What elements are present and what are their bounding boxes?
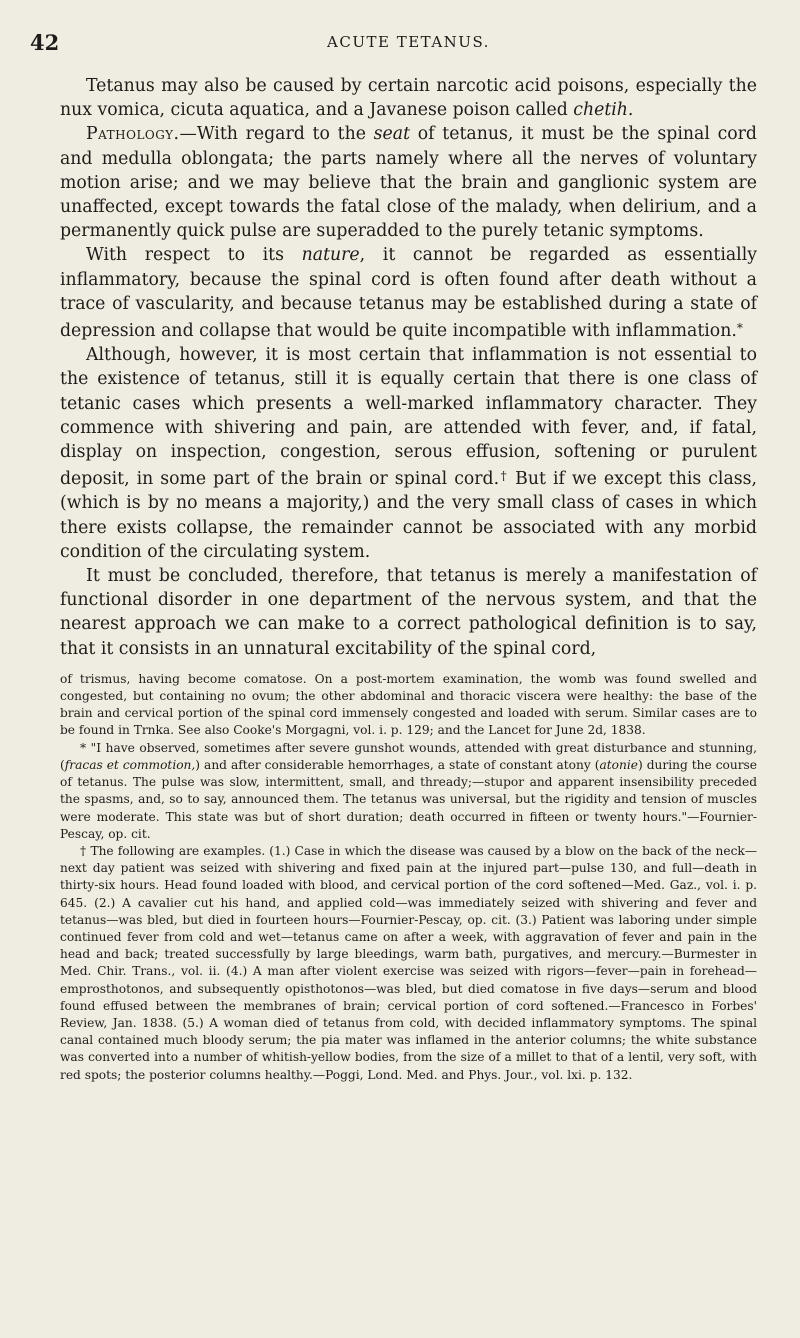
footnote-mark-dagger: †	[80, 843, 87, 858]
paragraph-pathology: Pathology.—With regard to the seat of tetanus, it must be the spinal cord and medulla oblongata; the parts namely where all the nerves of voluntary motion arise; and we may believe that the brain and ganglionic system are unaffected, except towards the fatal close of the malady, when delirium, and a permanently quick pulse are superadded to the purely tetanic symptoms.	[60, 124, 757, 242]
section-label-pathology: Pathology.	[86, 124, 180, 145]
emphasis-chetih: chetih.	[573, 100, 634, 121]
emphasis-nature: nature	[301, 245, 360, 266]
book-page	[30, 30, 758, 1084]
running-title: ACUTE TETANUS.	[327, 33, 490, 51]
footnotes	[60, 671, 757, 1084]
paragraph-conclusion: It must be concluded, therefore, that tetanus is merely a manifestation of functional disorder in one department of the nervous system, and that the nearest approach we can make to a correct pathological definition is to say, that it consists in an unnatural excitability of the spinal cord,	[60, 566, 757, 659]
body-text	[60, 74, 757, 661]
footnote-ref-dagger[interactable]: †	[499, 469, 509, 484]
paragraph-inflammatory-class: Although, however, it is most certain that inflammation is not essential to the existence of tetanus, still it is equally certain that there is one class of tetanic cases which presents a well-marked inflammatory character. They commence with shivering and pain, are attended with fever, and, if fatal, display on inspection, congestion, serous effusion, softening or purulent deposit, in some part of the brain or spinal cord.† But if we except this class, (which is by no means a majority,) and the very small class of cases in which there exists collapse, the remainder cannot be associated with any morbid condition of the circulating system.	[60, 345, 757, 562]
footnote-dagger: † The following are examples. (1.) Case in which the disease was caused by a blow on the back of the neck—next day patient was seized with shivering and fixed pain at the injured part—pulse 130, and full—death in thirty-six hours. Head found loaded with blood, and cervical portion of the cord softened—Med. Gaz., vol. i. p. 645. (2.) A cavalier cut his hand, and applied cold—was immediately seized with shivering and fever and tetanus—was bled, but died in fourteen hours—Fournier-Pescay, op. cit. (3.) Patient was laboring under simple continued fever from cold and wet—tetanus came on after a week, with aggravation of fever and pain in the head and back; treated successfully by large bleedings, warm bath, purgatives, and mercury.—Burmester in Med. Chir. Trans., vol. ii. (4.) A man after violent exercise was seized with rigors—fever—pain in forehead—emprosthotonos, and subsequently opisthotonos—was bled, but died comatose in five days—serum and blood found effused between the membranes of brain; cervical portion of cord softened.—Francesco in Forbes' Review, Jan. 1838. (5.) A woman died of tetanus from cold, with decided inflammatory symptoms. The spinal canal contained much bloody serum; the pia mater was inflamed in the anterior columns; the white substance was converted into a number of whitish-yellow bodies, from the size of a millet to that of a lentil, very soft, with red spots; the posterior columns healthy.—Poggi, Lond. Med. and Phys. Jour., vol. lxi. p. 132.	[60, 843, 758, 1082]
footnote-mark-star: *	[80, 740, 87, 755]
emphasis-seat: seat	[373, 124, 411, 145]
footnote-star: * "I have observed, sometimes after severe gunshot wounds, attended with great disturbance and stunning, (fracas et commotion,) and after considerable hemorrhages, a state of constant atony (atonie) during the course of tetanus. The pulse was slow, intermittent, small, and thready;—stupor and apparent insensibility preceded the spasms, and, so to say, announced them. The tetanus was universal, but the rigidity and tension of muscles were moderate. This state was but of short duration; death occurred in fifteen or twenty hours."—Fournier-Pescay, op. cit.	[60, 740, 757, 841]
page-header	[30, 30, 757, 74]
footnote-continuation: of trismus, having become comatose. On a post-mortem examination, the womb was found swelled and congested, but containing no ovum; the other abdominal and thoracic viscera were healthy: the base of the brain and cervical portion of the spinal cord immensely congested and loaded with serum. Similar cases are to be found in Trnka. See also Cooke's Morgagni, vol. i. p. 129; and the Lancet for June 2d, 1838.	[60, 671, 757, 738]
footnote-ref-star[interactable]: *	[736, 321, 743, 336]
page-number: 42	[30, 30, 60, 55]
paragraph-nature: With respect to its nature, it cannot be regarded as essentially inflammatory, because the spinal cord is often found after death without a trace of vascularity, and because tetanus may be established during a state of depression and collapse that would be quite incompatible with inflammation.*	[60, 245, 757, 342]
paragraph-poisons: Tetanus may also be caused by certain narcotic acid poisons, especially the nux vomica, cicuta aquatica, and a Javanese poison called chetih.	[60, 76, 757, 121]
